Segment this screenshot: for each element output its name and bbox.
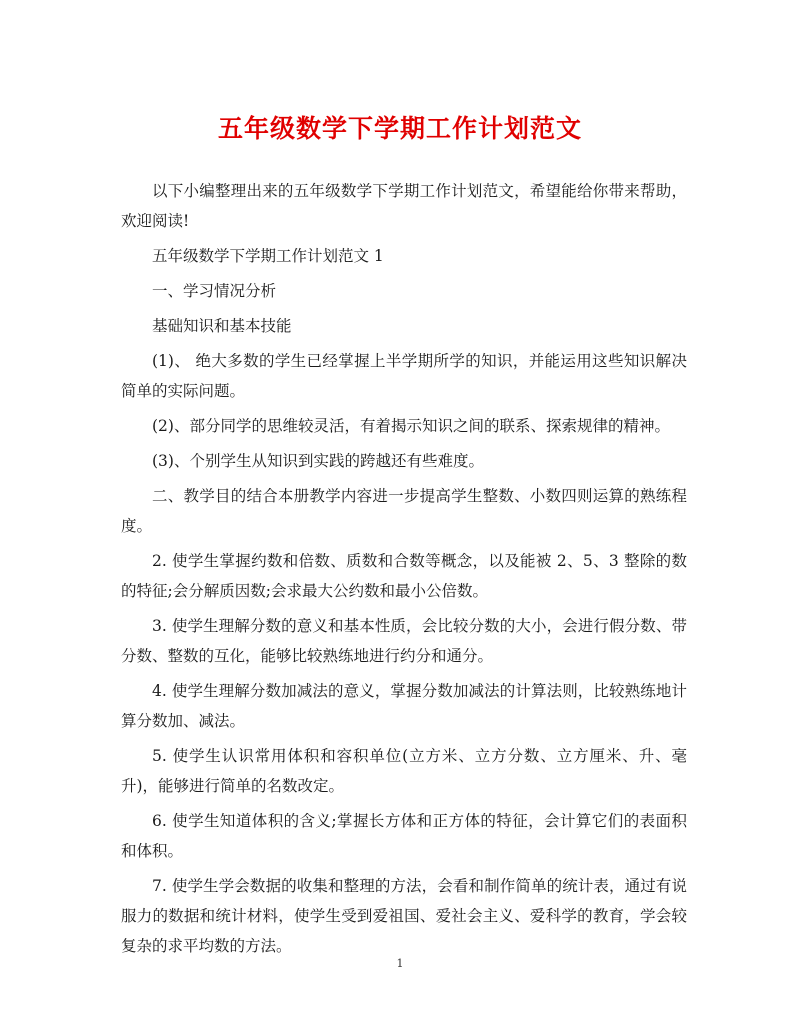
- paragraph-goal-7: 7. 使学生学会数据的收集和整理的方法，会看和制作简单的统计表，通过有说服力的数据和统计材料，使学生受到爱祖国、爱社会主义、爱科学的教育，学会较复杂的求平均数的方法。: [121, 877, 687, 955]
- paragraph-item-3: (3)、个别学生从知识到实践的跨越还有些难度。: [152, 452, 484, 470]
- paragraph-goal-2: 2. 使学生掌握约数和倍数、质数和合数等概念，以及能被 2、5、3 整除的数的特征;会分解质因数;会求最大公约数和最小公倍数。: [121, 552, 687, 600]
- paragraph-goal-3: 3. 使学生理解分数的意义和基本性质，会比较分数的大小，会进行假分数、带分数、整数的互化，能够比较熟练地进行约分和通分。: [121, 617, 687, 665]
- document-title: 五年级数学下学期工作计划范文: [217, 114, 582, 143]
- paragraph-goal-5: 5. 使学生认识常用体积和容积单位(立方米、立方分数、立方厘米、升、毫升)，能够进行简单的名数改定。: [121, 747, 687, 795]
- paragraph-item-1: (1)、 绝大多数的学生已经掌握上半学期所学的知识，并能运用这些知识解决简单的实际问题。: [121, 352, 687, 400]
- paragraph-item-2: (2)、部分同学的思维较灵活，有着揭示知识之间的联系、探索规律的精神。: [152, 417, 670, 435]
- paragraph-goal-4: 4. 使学生理解分数加减法的意义，掌握分数加减法的计算法则，比较熟练地计算分数加、减法。: [121, 682, 687, 730]
- paragraph-heading-1: 一、学习情况分析: [152, 282, 277, 300]
- paragraph-subheading: 基础知识和基本技能: [152, 317, 292, 335]
- paragraph-intro: 以下小编整理出来的五年级数学下学期工作计划范文，希望能给你带来帮助，欢迎阅读!: [121, 182, 687, 230]
- page-number: 1: [396, 957, 404, 970]
- paragraph-heading-2: 二、教学目的结合本册教学内容进一步提高学生整数、小数四则运算的熟练程度。: [121, 487, 687, 535]
- document-body: [121, 176, 687, 966]
- paragraph-goal-6: 6. 使学生知道体积的含义;掌握长方体和正方体的特征，会计算它们的表面积和体积。: [121, 812, 687, 860]
- paragraph-section-heading: 五年级数学下学期工作计划范文 1: [152, 247, 384, 265]
